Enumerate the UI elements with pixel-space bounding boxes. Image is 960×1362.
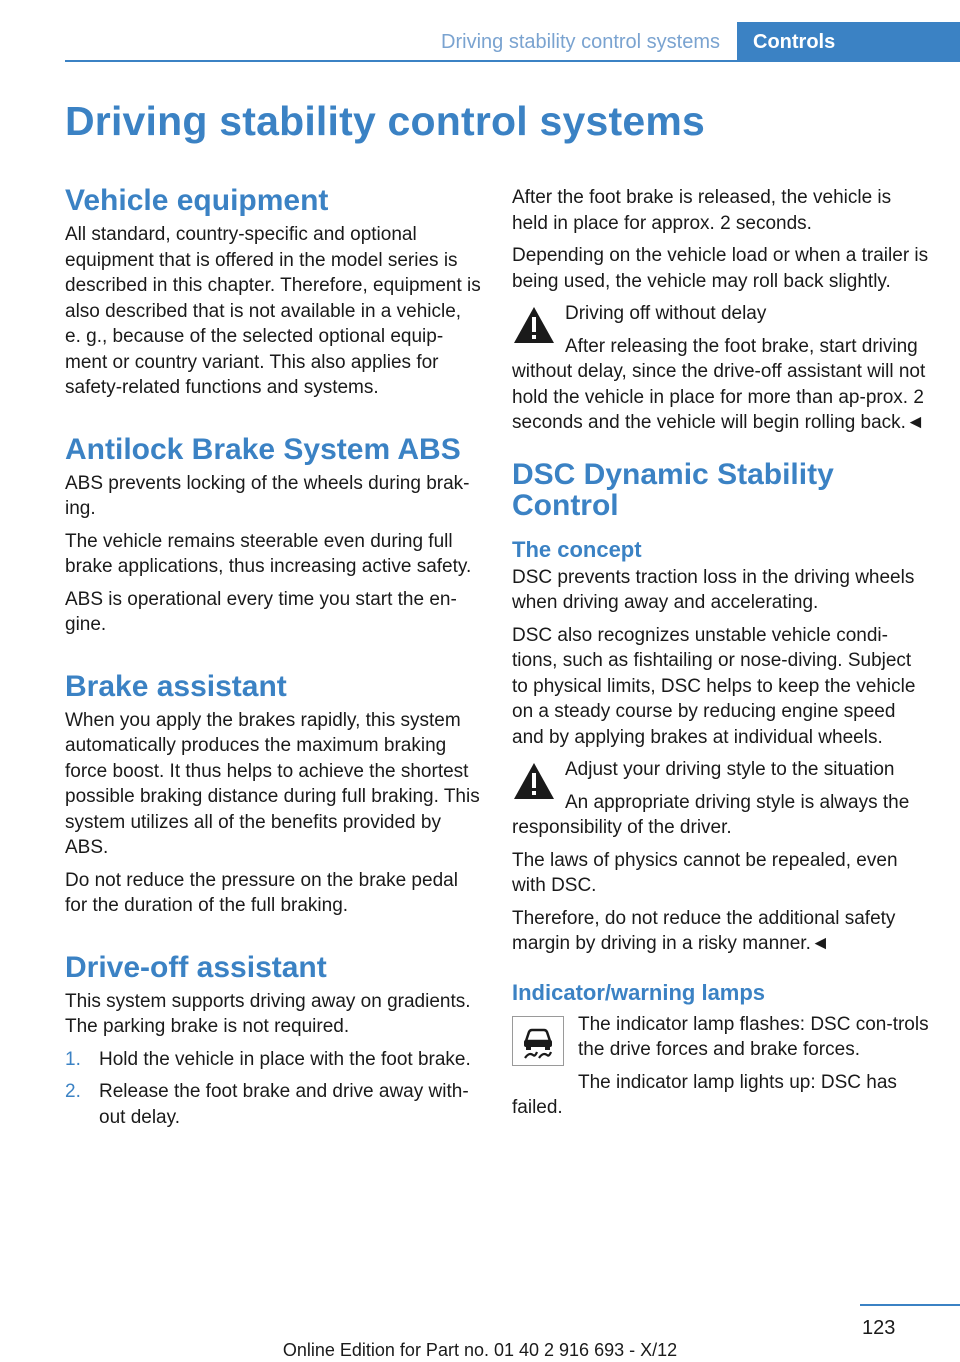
paragraph: This system supports driving away on gradients. The parking brake is not required. <box>65 990 471 1037</box>
paragraph: After the foot brake is released, the vehicle is held in place for approx. 2 seconds. <box>512 187 892 234</box>
lamp-note <box>512 1012 929 1128</box>
page-title: Driving stability control systems <box>65 98 705 144</box>
step-number: 1. <box>65 1048 81 1070</box>
paragraph: Depending on the vehicle load or when a trailer is being used, the vehicle may roll back slightly. <box>512 245 929 292</box>
warning-text: Therefore, do not reduce the additional safety margin by driving in a risky manner.◄ <box>512 907 896 954</box>
header-rule <box>65 60 960 62</box>
paragraph: Do not reduce the pressure on the brake pedal for the duration of the full braking. <box>65 869 458 916</box>
paragraph: All standard, country-specific and optional equipment that is offered in the model series is described in this chapter. Therefore, equipment is also described that is not available in a vehicle, e. g., because of the selected optional equip-ment or country variant. This also applies for safety-related functions and systems. <box>65 224 481 398</box>
warning-note-drive-off <box>512 301 929 443</box>
paragraph: ABS prevents locking of the wheels during brak-ing. <box>65 472 470 519</box>
header-section-title: Driving stability control systems <box>441 31 720 53</box>
list-item <box>65 1079 482 1130</box>
paragraph: DSC also recognizes unstable vehicle condi-tions, such as fishtailing or nose-diving. Subject to physical limits, DSC helps to keep the vehicle on a steady course by reducing engine speed and by applying brakes at individual wheels. <box>512 624 916 748</box>
warning-text: An appropriate driving style is always the responsibility of the driver. <box>512 791 910 838</box>
paragraph: The indicator lamp flashes: DSC con-trols the drive forces and brake forces. <box>578 1013 929 1060</box>
warning-text: After releasing the foot brake, start driving without delay, since the drive-off assistant will not hold the vehicle in place for more than ap-prox. 2 seconds and the vehicle will begin rolling back.◄ <box>512 335 926 433</box>
paragraph: DSC prevents traction loss in the driving wheels when driving away and accelerating. <box>512 566 915 613</box>
step-text: Hold the vehicle in place with the foot brake. <box>99 1048 471 1070</box>
section-dsc <box>512 459 929 751</box>
paragraph: The vehicle remains steerable even during full brake applications, thus increasing active safety. <box>65 530 472 577</box>
heading-the-concept: The concept <box>512 536 642 562</box>
paragraph: ABS is operational every time you start the en-gine. <box>65 588 457 635</box>
heading-dsc: DSC Dynamic Stability Control <box>512 457 834 522</box>
heading-drive-off-assistant: Drive-off assistant <box>65 950 327 984</box>
right-column <box>512 185 929 1128</box>
page-number-rule <box>860 1304 960 1306</box>
warning-note-driving-style <box>512 757 929 964</box>
footer-edition-text: Online Edition for Part no. 01 40 2 916 693 - X/12 <box>282 1340 678 1360</box>
warning-title: Adjust your driving style to the situation <box>565 759 895 780</box>
section-drive-off-assistant <box>65 952 482 1131</box>
section-vehicle-equipment <box>65 185 482 401</box>
paragraph: When you apply the brakes rapidly, this system automatically produces the maximum braking force boost. It thus helps to achieve the shortest possible braking distance during full braking. This system utilizes all of the benefits provided by ABS. <box>65 709 480 858</box>
header-chapter-tab: Controls <box>737 22 960 62</box>
heading-vehicle-equipment: Vehicle equipment <box>65 184 329 217</box>
section-abs <box>65 434 482 638</box>
section-indicator-lamps <box>512 980 929 1128</box>
warning-triangle-icon <box>512 761 556 801</box>
section-brake-assistant <box>65 671 482 919</box>
warning-triangle-icon <box>512 305 556 345</box>
steps-list <box>65 1047 482 1131</box>
step-text: Release the foot brake and drive away with-out delay. <box>99 1081 469 1128</box>
heading-brake-assistant: Brake assistant <box>65 669 287 703</box>
warning-text: The laws of physics cannot be repealed, even with DSC. <box>512 849 898 896</box>
dsc-skidding-car-icon <box>512 1016 564 1066</box>
list-item <box>65 1047 482 1073</box>
paragraph: The indicator lamp lights up: DSC has failed. <box>512 1071 897 1118</box>
page-number: 123 <box>862 1317 896 1339</box>
warning-title: Driving off without delay <box>565 303 767 324</box>
left-column <box>65 185 482 1137</box>
step-number: 2. <box>65 1081 81 1102</box>
heading-indicator-lamps: Indicator/warning lamps <box>512 979 766 1005</box>
heading-abs: Antilock Brake System ABS <box>65 432 461 466</box>
